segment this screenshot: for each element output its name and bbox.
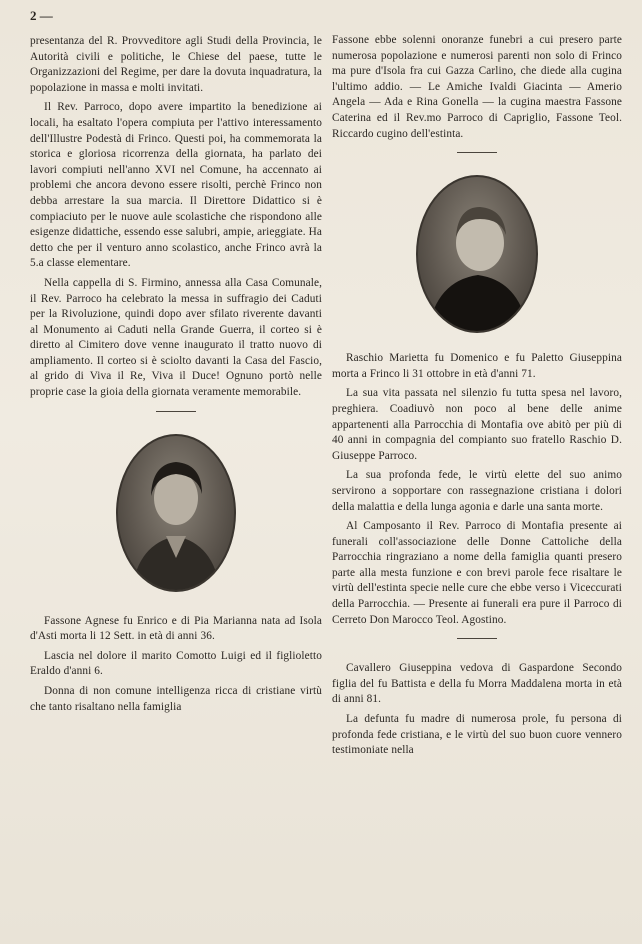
obituary-paragraph: Cavallero Giuseppina vedova di Gaspardone Secondo figlia del fu Battista e della fu Morra Maddalena morta in età di anni 81. (332, 662, 622, 706)
portrait-photo-elderly-woman (416, 175, 538, 333)
left-column (30, 34, 322, 719)
section-divider (457, 152, 497, 153)
obituary-paragraph: La defunta fu madre di numerosa prole, fu persona di profonda fede cristiana, e le virtù del suo buon cuore vennero testimoniate nella (332, 713, 622, 757)
article-paragraph: Il Rev. Parroco, dopo avere impartito la benedizione ai locali, ha esaltato l'opera compiuta per l'attivo interessamento dell'Illustre Podestà di Frinco. Questi poi, ha commemorata la storica e gloriosa ricorrenza della giornata, ha parlato dei lavori compiuti nell'anno XVI nel Comune, ha accennato ai problemi che ancora devono essere risolti, perchè Frinco non debba arrestare la sua marcia. Il Direttore Didattico si è compiaciuto per le nuove aule scolastiche che rispondono alle esigenze didattiche, essendo esse salubri, ampie, arieggiate. Ha detto che per il venturo anno scolastico, anche Frinco avrà la 5.a classe elementare. (30, 101, 322, 270)
obituary-paragraph: Raschio Marietta fu Domenico e fu Paletto Giuseppina morta a Frinco li 31 ottobre in età d'anni 71. (332, 352, 622, 380)
portrait-photo-woman (116, 434, 236, 592)
section-divider (156, 411, 196, 412)
obituary-paragraph: Al Camposanto il Rev. Parroco di Montafia presente ai funerali coll'associazione delle Donne Cattoliche della Parrocchia ringraziano a nome della famiglia quanti presero parte alla mesta funzione e con brevi parole fece risaltare le virtù dell'estinta specie nelle cure che ebbe verso i Viceccurati della Parrocchia. — Presente ai funerali era pure il Parroco di Cerreto Don Marocco Teol. Agostino. (332, 520, 622, 626)
portrait-elderly-woman-figure (418, 177, 536, 331)
article-paragraph: Fassone ebbe solenni onoranze funebri a cui presero parte numerosa popolazione e numerosi parenti non solo di Frinco ma pure d'Isola fra cui Gazza Carlino, che diede alla cugina l'ultimo addio. — Le Amiche Ivaldi Giacinta — Amerio Angela — Ada e Rina Gonella — la cugina maestra Fassone Caterina ed il Rev.mo Parroco di Capriglio, Fassone Teol. Riccardo cugino dell'estinta. (332, 34, 622, 140)
obituary-paragraph: Lascia nel dolore il marito Comotto Luigi ed il figlioletto Eraldo d'anni 6. (30, 649, 322, 678)
section-divider (457, 638, 497, 639)
article-paragraph: Nella cappella di S. Firmino, annessa alla Casa Comunale, il Rev. Parroco ha celebrato la messa in suffragio dei Caduti per la Rivoluzione, quindi dopo aver sfilato riverente davanti al Monumento ai Caduti nella Grande Guerra, il corteo si è diretto al Cimitero dove venne inaugurato il tratto nuovo di ampliamento. Il corteo si è sciolto davanti la Casa del Fascio, al grido di Viva il Re, Viva il Duce! Ognuno portò nelle proprie case la gioia della giornata veramente memorabile. (30, 276, 322, 399)
obituary-paragraph: La sua profonda fede, le virtù elette del suo animo servirono a sopportare con rassegnazione cristiana i dolori della malattia e della lunga agonia e darle una santa morte. (332, 469, 622, 513)
obituary-paragraph: La sua vita passata nel silenzio fu tutta spesa nel lavoro, preghiera. Coadiuvò non poco al bene delle anime appartenenti alla Parrocchia di Montafia ove abitò per più di 40 anni in compagnia del compianto suo fratello Raschio D. Giuseppe Parroco. (332, 387, 622, 462)
page-number: 2 — (30, 8, 53, 23)
article-paragraph: presentanza del R. Provveditore agli Studi della Provincia, le Autorità civili e politiche, le Chiese del paese, tutte le Organizzazioni del Regime, per dare la dovuta inquadratura, la popolazione in massa e molti invitati. (30, 35, 322, 94)
obituary-paragraph: Donna di non comune intelligenza ricca di cristiane virtù che tanto risaltano nella famiglia (30, 685, 322, 713)
right-column (332, 33, 622, 763)
portrait-woman-figure (118, 436, 234, 590)
obituary-paragraph: Fassone Agnese fu Enrico e di Pia Marianna nata ad Isola d'Asti morta li 12 Sett. in età di anni 36. (30, 614, 322, 643)
